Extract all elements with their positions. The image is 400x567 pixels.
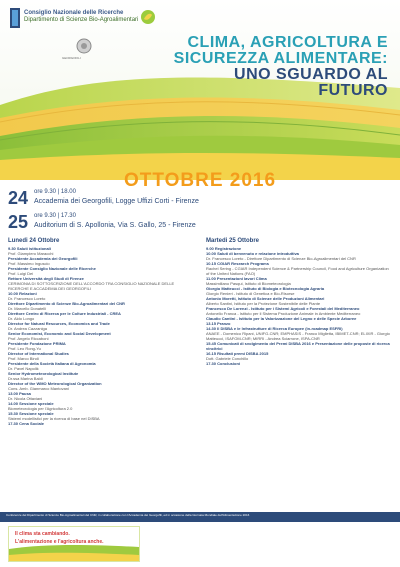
program-item-detail: Dr. Andrea Cazzaniga — [8, 326, 47, 331]
program-item — [8, 256, 194, 266]
program-item-detail: Antonello Franca - Istituto per il Sistema Produzione Animale in Ambiente Mediterraneo — [206, 311, 361, 316]
program-item-title: Francesco De Lorenzi - Istituto per i Sistemi Agricoli e Forestali del Mediterraneo — [206, 306, 360, 311]
program-item-title: Antonio Moretti, Istituto di Scienze delle Produzioni Alimentari — [206, 296, 325, 301]
program-item-title: Direttore Centro di Ricerca per le Colture Industriali - CREA — [8, 311, 121, 316]
program-item-detail: Dr. Nicola Ottaviani — [8, 396, 43, 401]
program-item — [8, 291, 194, 301]
program-item — [8, 421, 194, 426]
program-item-title: 13.00 Pausa — [8, 391, 31, 396]
program-item — [206, 286, 392, 296]
program-item-detail: Giorgio Renieri - Istituto di Genetica e Bio-Risorse — [206, 291, 295, 296]
program-item-detail: Prof. Leo Rong-Yu — [8, 346, 41, 351]
program-item-detail: Dott. Gabriele Conchillo — [206, 356, 249, 361]
program-item — [8, 401, 194, 411]
program-item — [8, 361, 194, 371]
program-day-2 — [206, 238, 392, 366]
program-item-detail: Dr. Francesco Loreto — [8, 296, 46, 301]
cnr-logo-icon — [10, 8, 20, 28]
date-time: ore 9.30 | 18.00 — [34, 189, 76, 195]
program-item — [206, 326, 392, 341]
program-item-title: Director of International Studies — [8, 351, 69, 356]
program-day-1 — [8, 238, 194, 426]
program-item — [8, 371, 194, 381]
org-line-2: Dipartimento di Scienze Bio-Agroalimentari — [24, 17, 139, 23]
program-item-title: 17.30 Cena Sociale — [8, 421, 45, 426]
program-item-title: 10.00 Relazioni — [8, 291, 37, 296]
program-item — [8, 246, 194, 256]
program-day-heading: Martedi 25 Ottobre — [206, 238, 260, 244]
program-item-detail: Massimiliano Pasqui, Istituto di Biometeorologia — [206, 281, 291, 286]
footer-note: Conferenze del Dipartimento di Scienze Bio-Agroalimentari del CNR, in collaborazione con l'Accademia dei Georgofili, ed in occasione della Giornata Mondiale dell'Alimentazione 2016 — [6, 513, 250, 517]
poster-title — [168, 35, 388, 99]
program-item-detail: Alberto Santini, Istituto per la Protezione Sostenibile delle Piante — [206, 301, 321, 306]
program-items — [8, 246, 194, 426]
climate-banner — [8, 526, 140, 562]
program-item — [8, 276, 194, 291]
program-item-detail: Cons. Amb. Gianmarco Mantovani — [8, 386, 69, 391]
program-item — [206, 361, 392, 366]
program-item-title: 10.00 Saluti di benvenuto e relazione introduttiva — [206, 251, 299, 256]
program-item-detail: Dr.ssa Marina Baldi — [8, 376, 43, 381]
program-item — [8, 351, 194, 361]
program-item-detail: CERIMONIA DI SOTTOSCRIZIONE DELL'ACCORDO TRA CONSIGLIO NAZIONALE DELLE RICERCHE E ACCADEMIA DEI GEORGOFILI — [8, 281, 175, 291]
program-item-detail: Prof. Massimo Inguscio — [8, 261, 50, 266]
program-item-title: Direttore Dipartimento di Scienze Bio-Agroalimentari del CNR — [8, 301, 125, 306]
program-item-detail: Dr. Aldo Longo — [8, 316, 35, 321]
program-item-detail: Sistemi modellistici per la ricerca di base nel DISBA — [8, 416, 100, 421]
date-day: 24 — [8, 188, 29, 208]
program-item-detail: ANAEE - Domenico Ripani, UNIFG-CNR; EMPHASIS - Franco Miglietta, IBIMET-CNR; ELIXIR - Giorgio Matteucci, ISAFOM-CNR; MIRRI - Andrea Sciarrone, ISPA-CNR — [206, 331, 390, 341]
program-item — [8, 331, 194, 341]
program-item — [8, 301, 194, 311]
program-item-title: 15.45 Comunicati di svolgimento del Premi DISBA 2016 e Presentazione delle proposte di ricerca vincitrici — [206, 341, 390, 351]
program-item-title: 9.30 Saluti istituzionali — [8, 246, 51, 251]
program-item — [8, 341, 194, 351]
program-item — [8, 311, 194, 321]
georgofili-seal-icon — [76, 38, 92, 54]
org-line-1: Consiglio Nazionale delle Ricerche — [24, 10, 124, 16]
program-item-detail: Prof. Luigi Dei — [8, 271, 34, 276]
program-item-title: Giorgio Matteucci - Istituto di Biologia e Biotecnologia Agraria — [206, 286, 325, 291]
program-item-detail: Dr. Marcello Donatelli — [8, 306, 47, 311]
program-item — [8, 411, 194, 421]
program-item — [206, 341, 392, 351]
program-item — [8, 266, 194, 276]
program-item-title: Presidente Fondazione PRIMA — [8, 341, 66, 346]
program-item-title: 14.00 Sessione speciale — [8, 401, 54, 406]
program-item-title: Director for Natural Resources, Economics and Trade — [8, 321, 110, 326]
date-time: ore 9.30 | 17.30 — [34, 213, 76, 219]
program-item-title: 11.00 Presentazioni lavori Clima — [206, 276, 267, 281]
title-line-3: UNO SGUARDO AL FUTURO — [234, 66, 388, 99]
program-items — [206, 246, 392, 366]
program-item-title: 15.30 Sessione speciale — [8, 411, 54, 416]
program-item — [206, 351, 392, 361]
program-item-title: Presidente Consiglio Nazionale delle Ricerche — [8, 266, 96, 271]
program-item-title: 13.15 Pranzo — [206, 321, 231, 326]
program-item-detail: Prof. Giampiero Maracchi — [8, 251, 54, 256]
event-month: OTTOBRE 2016 — [123, 170, 277, 191]
program-item-title: 17.30 Conclusioni — [206, 361, 241, 366]
program-item — [8, 391, 194, 401]
program-item-title: Rettore Università degli Studi di Firenze — [8, 276, 84, 281]
date-place: Accademia dei Georgofili, Logge Uffizi Corti - Firenze — [34, 198, 199, 205]
date-place: Auditorium di S. Apollonia, Via S. Gallo, 25 - Firenze — [34, 222, 196, 229]
banner-subtitle: L'alimentazione e l'agricoltura anche. — [15, 539, 104, 545]
program-item — [8, 381, 194, 391]
program-item-detail: Dr. Pavel Napolik — [8, 366, 39, 371]
program-item-title: Senior Hydrometeorological Institute — [8, 371, 79, 376]
program-item-detail: Prof. Marco Bindi — [8, 356, 39, 361]
leaf-logo-icon — [140, 9, 156, 25]
seal-label: GEORGOFILI — [62, 56, 81, 60]
program-item-detail: Dr. Francesco Loreto - Direttore Dipartimento di Scienze Bio-Agroalimentari del CNR — [206, 256, 356, 261]
program-item — [206, 276, 392, 286]
program-item-title: Director of the WMO Meteorological Organization — [8, 381, 102, 386]
program-item-detail: Rachel Sering - CGIAR Independent Science & Partnership Council, Food and Agriculture Organization of the United Nations (FAO) — [206, 266, 389, 276]
banner-title: Il clima sta cambiando. — [15, 531, 70, 537]
program-item — [206, 296, 392, 306]
date-row — [8, 212, 392, 236]
program-item-title: 14.30 Il DISBA e le Infrastrutture di Ricerca Europee (in-roadmap ESFRI) — [206, 326, 343, 331]
program-item — [206, 306, 392, 316]
event-dates — [8, 188, 392, 236]
program-day-heading: Lunedi 24 Ottobre — [8, 238, 60, 244]
program-item-title: Senior Economist, Economic and Social Development — [8, 331, 111, 336]
program-item-title: Presidente Accademia dei Georgofili — [8, 256, 78, 261]
date-day: 25 — [8, 212, 29, 232]
organization-name — [24, 10, 138, 24]
program-item-title: Presidente della Società Italiana di Agronomia — [8, 361, 96, 366]
program-item — [206, 251, 392, 261]
program-item-detail: Biometeorologia per l'Agricoltura 2.0 — [8, 406, 73, 411]
program-item-title: 10.15 CGIAR Research Programs — [206, 261, 269, 266]
program-item — [206, 261, 392, 276]
program-item-title: 16.15 Risultati premi DISBA 2015 — [206, 351, 269, 356]
program-item — [8, 321, 194, 331]
title-line-1: CLIMA, AGRICOLTURA E — [187, 34, 388, 51]
title-line-2: SICUREZZA ALIMENTARE: — [173, 50, 388, 67]
date-row — [8, 188, 392, 212]
program-item-detail: Prof. Angelo Riccaboni — [8, 336, 49, 341]
program-item-title: 9.00 Registrazione — [206, 246, 242, 251]
program-item-title: Claudio Cantini - Istituto per la Valorizzazione del Legno e delle Specie Arboree — [206, 316, 357, 321]
